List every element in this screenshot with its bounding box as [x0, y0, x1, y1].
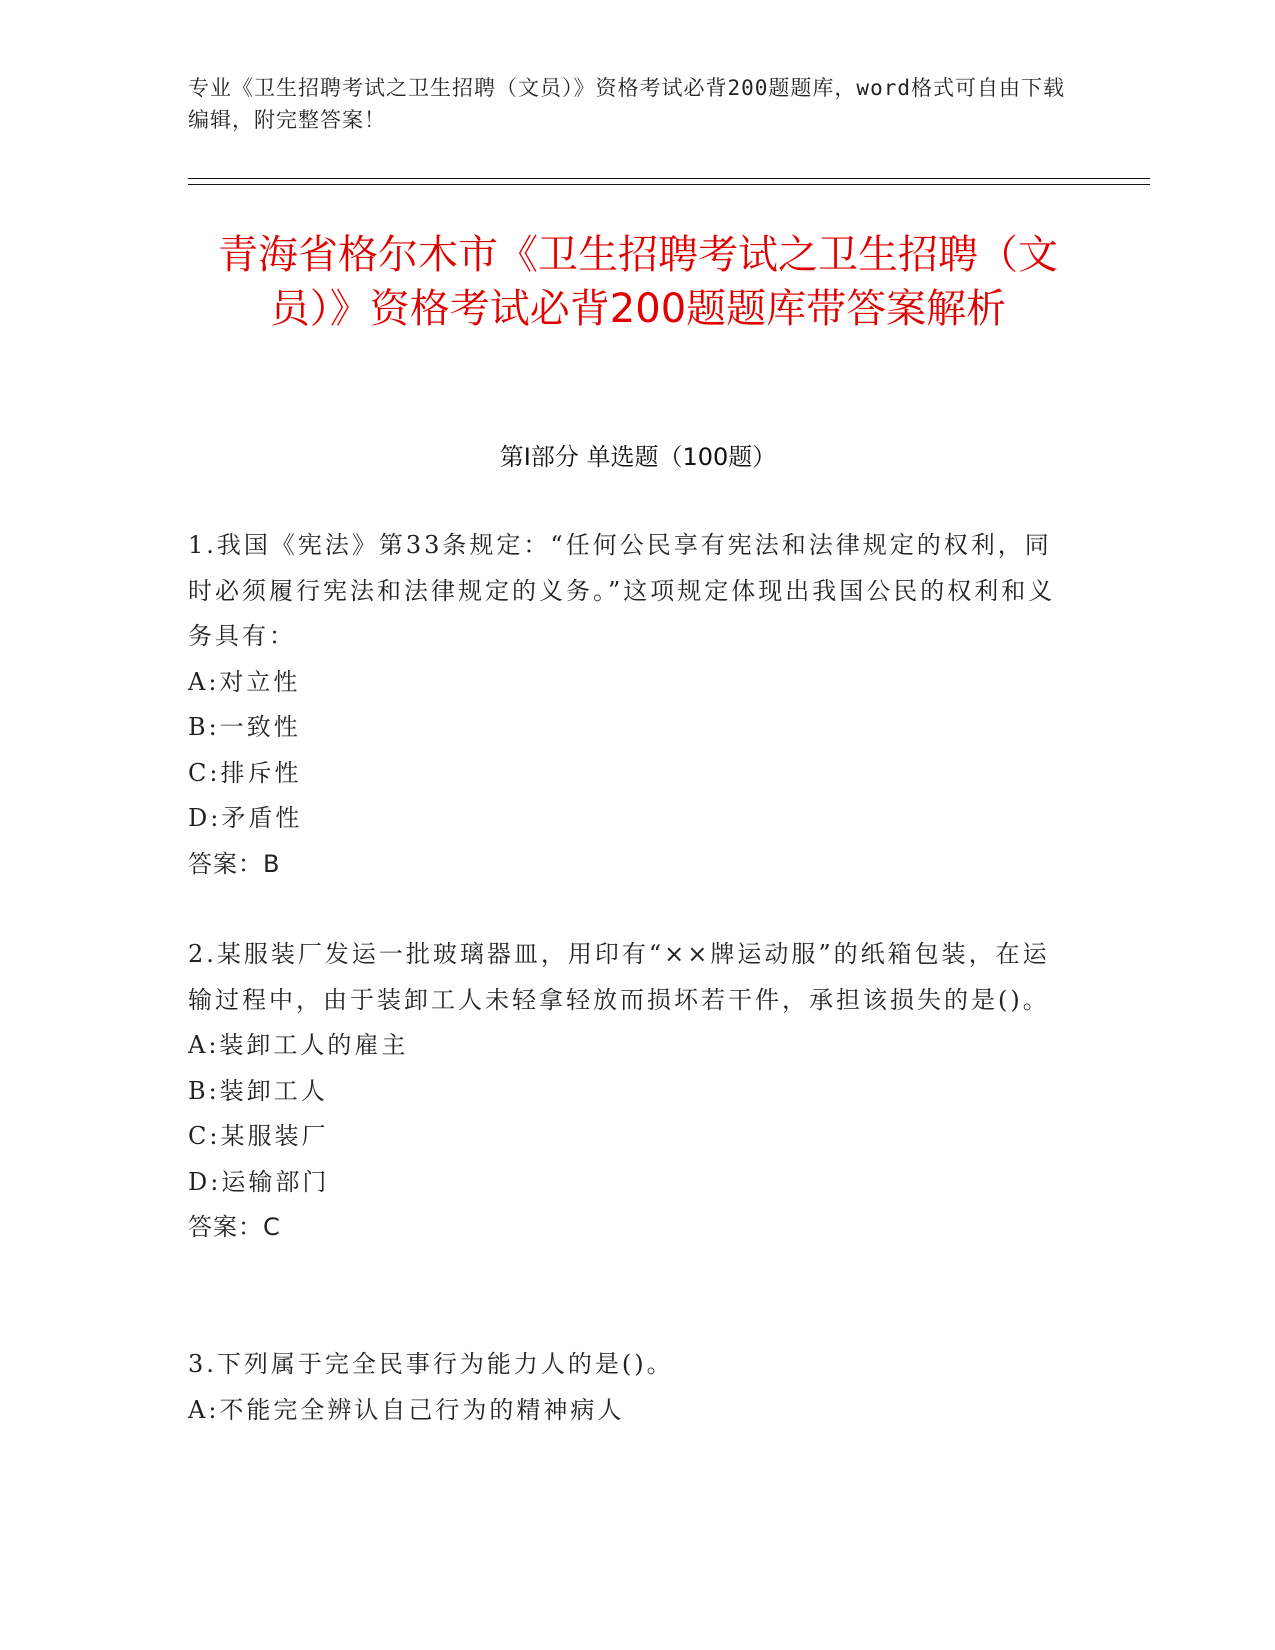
option-a: A:不能完全辨认自己行为的精神病人	[188, 1395, 625, 1424]
question-stem: 3.下列属于完全民事行为能力人的是()。	[188, 1350, 674, 1378]
option-d: D:矛盾性	[188, 804, 303, 832]
question-3	[188, 1342, 1068, 1433]
option-b: B:装卸工人	[188, 1076, 328, 1105]
document-title: 青海省格尔木市《卫生招聘考试之卫生招聘（文员）》资格考试必背200题题库带答案解析	[218, 232, 1058, 332]
question-stem: 2.某服装厂发运一批玻璃器皿，用印有“××牌运动服”的纸箱包装，在运输过程中，由于装卸工人未轻拿轻放而损坏若干件，承担该损失的是()。	[188, 940, 1050, 1014]
question-stem: 1.我国《宪法》第33条规定：“任何公民享有宪法和法律规定的权利，同时必须履行宪法和法律规定的义务。”这项规定体现出我国公民的权利和义务具有：	[188, 531, 1056, 650]
section-title: 第Ⅰ部分 单选题（100题）	[499, 443, 777, 471]
question-2	[188, 932, 1068, 1251]
option-b: B:一致性	[188, 713, 301, 741]
answer: 答案：B	[188, 849, 281, 878]
question-1	[188, 523, 1068, 887]
answer: 答案：C	[188, 1213, 281, 1241]
option-c: C:某服装厂	[188, 1122, 329, 1150]
option-a: A:装卸工人的雇主	[188, 1031, 409, 1059]
option-a: A:对立性	[188, 667, 301, 696]
header-divider-bottom	[188, 184, 1150, 185]
option-c: C:排斥性	[188, 758, 302, 787]
header-divider-top	[188, 178, 1150, 179]
header-note: 专业《卫生招聘考试之卫生招聘（文员）》资格考试必背200题题库，word格式可自由下载编辑，附完整答案！	[188, 76, 1065, 132]
option-d: D:运输部门	[188, 1167, 330, 1196]
